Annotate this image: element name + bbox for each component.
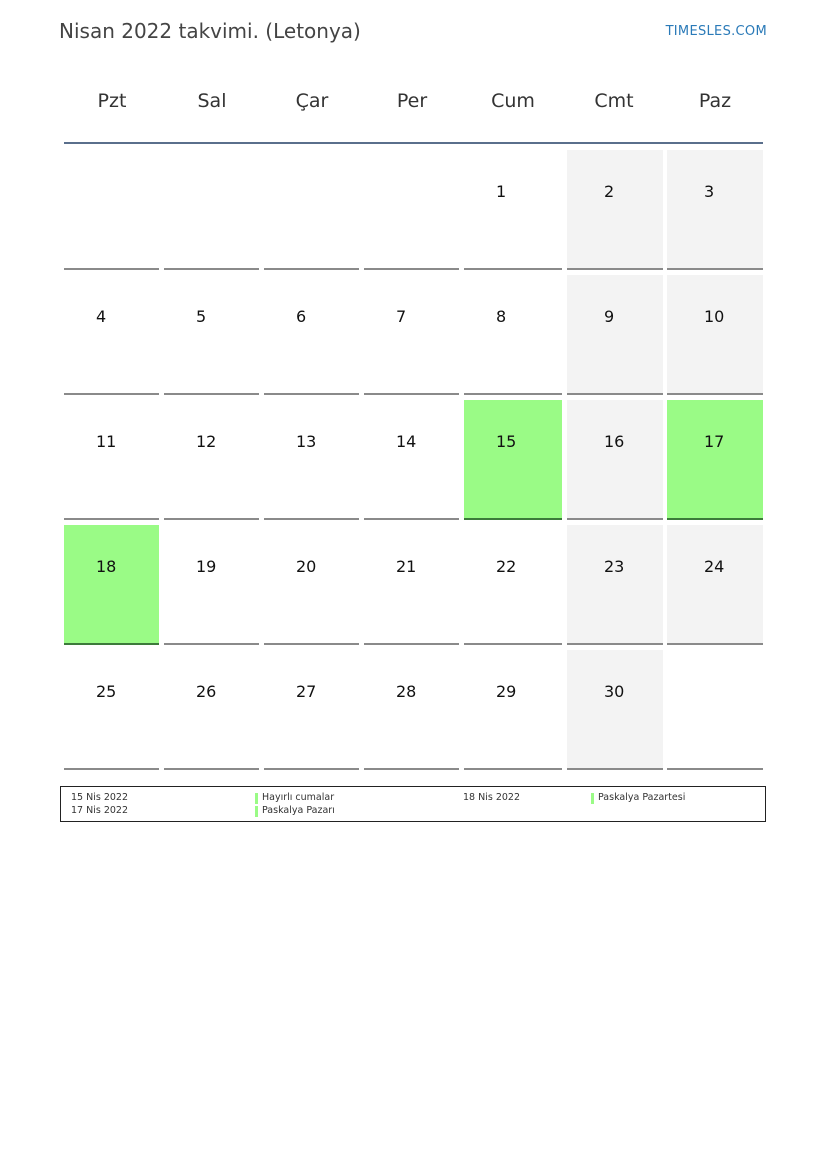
day-cell[interactable] xyxy=(567,525,663,645)
legend-color-swatch xyxy=(591,793,594,804)
day-cell[interactable] xyxy=(567,400,663,520)
day-cell[interactable] xyxy=(464,525,562,645)
day-cell[interactable] xyxy=(164,275,259,395)
empty-day-cell xyxy=(364,150,459,270)
empty-day-cell xyxy=(64,150,159,270)
weekday-label: Sal xyxy=(197,90,227,112)
day-cell[interactable] xyxy=(567,275,663,395)
day-number: 17 xyxy=(704,432,725,451)
weekday-label: Paz xyxy=(698,90,732,112)
day-number: 5 xyxy=(196,307,207,326)
day-cell[interactable] xyxy=(264,275,359,395)
day-cell[interactable] xyxy=(164,525,259,645)
empty-day-cell xyxy=(164,150,259,270)
day-number: 19 xyxy=(196,557,217,576)
day-cell[interactable] xyxy=(667,150,763,270)
day-number: 25 xyxy=(96,682,117,701)
weekday-label: Cmt xyxy=(594,90,634,112)
day-number: 21 xyxy=(396,557,417,576)
day-cell[interactable] xyxy=(164,650,259,770)
day-cell[interactable] xyxy=(264,525,359,645)
day-number: 26 xyxy=(196,682,217,701)
day-cell[interactable] xyxy=(164,400,259,520)
day-number: 14 xyxy=(396,432,417,451)
day-cell[interactable] xyxy=(464,275,562,395)
weekday-label: Pzt xyxy=(97,90,127,112)
holiday-legend xyxy=(60,786,766,822)
day-number: 23 xyxy=(604,557,625,576)
day-cell[interactable] xyxy=(264,650,359,770)
day-number: 4 xyxy=(96,307,107,326)
day-number: 20 xyxy=(296,557,317,576)
day-number: 3 xyxy=(704,182,715,201)
day-number: 8 xyxy=(496,307,507,326)
day-number: 13 xyxy=(296,432,317,451)
day-number: 1 xyxy=(496,182,507,201)
holiday-day-cell[interactable] xyxy=(464,400,562,520)
legend-color-swatch xyxy=(255,806,258,817)
holiday-day-cell[interactable] xyxy=(64,525,159,645)
day-number: 2 xyxy=(604,182,615,201)
day-cell[interactable] xyxy=(567,150,663,270)
day-cell[interactable] xyxy=(64,275,159,395)
legend-date: 18 Nis 2022 xyxy=(463,792,520,803)
weekday-label: Per xyxy=(396,90,428,112)
day-cell[interactable] xyxy=(364,275,459,395)
day-cell[interactable] xyxy=(64,650,159,770)
day-cell[interactable] xyxy=(64,400,159,520)
day-cell[interactable] xyxy=(567,650,663,770)
day-cell[interactable] xyxy=(464,150,562,270)
day-cell[interactable] xyxy=(264,400,359,520)
legend-color-swatch xyxy=(255,793,258,804)
day-cell[interactable] xyxy=(667,275,763,395)
day-number: 30 xyxy=(604,682,625,701)
day-cell[interactable] xyxy=(364,400,459,520)
holiday-day-cell[interactable] xyxy=(667,400,763,520)
legend-holiday-name: Hayırlı cumalar xyxy=(262,792,335,803)
day-number: 11 xyxy=(96,432,117,451)
day-number: 27 xyxy=(296,682,317,701)
day-number: 10 xyxy=(704,307,725,326)
day-cell[interactable] xyxy=(364,525,459,645)
empty-day-cell xyxy=(264,150,359,270)
legend-holiday-name: Paskalya Pazartesi xyxy=(598,792,686,803)
empty-day-cell xyxy=(667,650,763,770)
day-number: 6 xyxy=(296,307,307,326)
day-cell[interactable] xyxy=(464,650,562,770)
day-cell[interactable] xyxy=(364,650,459,770)
legend-date: 15 Nis 2022 xyxy=(71,792,128,803)
day-number: 29 xyxy=(496,682,517,701)
day-number: 18 xyxy=(96,557,117,576)
day-number: 7 xyxy=(396,307,407,326)
weekday-label: Çar xyxy=(295,90,329,112)
page-title: Nisan 2022 takvimi. (Letonya) xyxy=(59,19,361,43)
day-number: 22 xyxy=(496,557,517,576)
day-number: 9 xyxy=(604,307,615,326)
day-number: 12 xyxy=(196,432,217,451)
legend-date: 17 Nis 2022 xyxy=(71,805,128,816)
weekday-label: Cum xyxy=(491,90,535,112)
day-number: 28 xyxy=(396,682,417,701)
day-cell[interactable] xyxy=(667,525,763,645)
day-number: 24 xyxy=(704,557,725,576)
legend-holiday-name: Paskalya Pazarı xyxy=(262,805,335,816)
brand-link[interactable]: TIMESLES.COM xyxy=(665,24,767,39)
day-number: 15 xyxy=(496,432,517,451)
day-number: 16 xyxy=(604,432,625,451)
